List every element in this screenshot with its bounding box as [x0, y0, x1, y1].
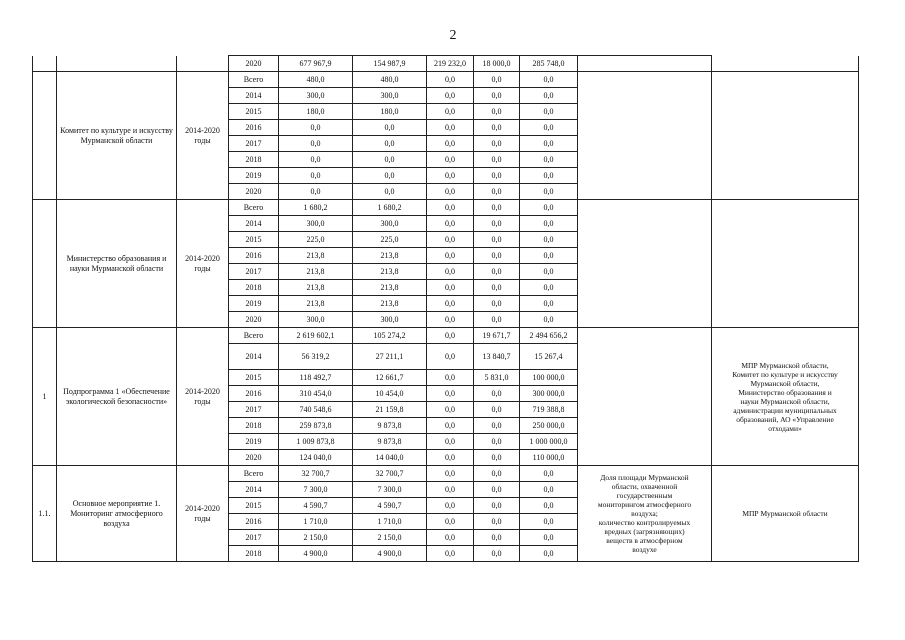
value-cell: 225,0 — [279, 232, 353, 248]
num-cell: 1 — [33, 328, 57, 466]
value-cell: 0,0 — [427, 104, 474, 120]
year-cell: 2016 — [229, 514, 279, 530]
value-cell: 259 873,8 — [279, 418, 353, 434]
value-cell: 213,8 — [279, 280, 353, 296]
value-cell: 0,0 — [427, 136, 474, 152]
value-cell: 0,0 — [427, 312, 474, 328]
indicator-cell-line: веществ в атмосферном — [606, 536, 683, 545]
value-cell: 213,8 — [279, 264, 353, 280]
value-cell: 0,0 — [474, 72, 520, 88]
value-cell: 12 661,7 — [353, 370, 427, 386]
value-cell: 0,0 — [520, 466, 578, 482]
year-cell: 2019 — [229, 434, 279, 450]
value-cell: 0,0 — [474, 136, 520, 152]
period-cell: 2014-2020 годы — [177, 328, 229, 466]
value-cell: 180,0 — [279, 104, 353, 120]
value-cell: 27 211,1 — [353, 344, 427, 370]
indicator-cell-line: области, охваченной — [611, 482, 678, 491]
year-cell: 2016 — [229, 120, 279, 136]
table-row — [33, 466, 859, 482]
year-cell: 2020 — [229, 56, 279, 72]
value-cell: 32 700,7 — [279, 466, 353, 482]
num-cell: 1.1. — [33, 466, 57, 562]
value-cell: 4 590,7 — [279, 498, 353, 514]
year-cell: 2020 — [229, 312, 279, 328]
value-cell: 180,0 — [353, 104, 427, 120]
value-cell: 2 494 656,2 — [520, 328, 578, 344]
value-cell: 0,0 — [474, 152, 520, 168]
year-cell: 2016 — [229, 248, 279, 264]
value-cell: 7 300,0 — [279, 482, 353, 498]
value-cell: 0,0 — [353, 136, 427, 152]
executor-cell — [712, 200, 859, 328]
value-cell: 0,0 — [520, 152, 578, 168]
value-cell: 300,0 — [353, 216, 427, 232]
year-cell: 2018 — [229, 152, 279, 168]
executor-cell-line: отходами» — [768, 423, 802, 433]
value-cell: 0,0 — [474, 434, 520, 450]
indicator-cell-line: вредных (загрязняющих) — [604, 527, 685, 536]
value-cell: 480,0 — [279, 72, 353, 88]
value-cell: 0,0 — [474, 466, 520, 482]
value-cell: 124 040,0 — [279, 450, 353, 466]
value-cell: 0,0 — [427, 370, 474, 386]
year-cell: 2014 — [229, 482, 279, 498]
value-cell: 15 267,4 — [520, 344, 578, 370]
num-cell — [33, 72, 57, 200]
value-cell: 105 274,2 — [353, 328, 427, 344]
name-cell: Основное мероприятие 1. Мониторинг атмосферного воздуха — [57, 466, 177, 562]
value-cell: 0,0 — [427, 152, 474, 168]
value-cell: 0,0 — [427, 498, 474, 514]
value-cell: 0,0 — [427, 200, 474, 216]
value-cell: 0,0 — [474, 168, 520, 184]
value-cell: 0,0 — [427, 450, 474, 466]
executor-cell-line: МПР Мурманской области, — [741, 360, 829, 370]
value-cell: 1 680,2 — [353, 200, 427, 216]
value-cell: 2 619 602,1 — [279, 328, 353, 344]
value-cell: 0,0 — [427, 232, 474, 248]
value-cell: 0,0 — [427, 418, 474, 434]
value-cell: 740 548,6 — [279, 402, 353, 418]
period-cell: 2014-2020 годы — [177, 72, 229, 200]
value-cell: 213,8 — [279, 248, 353, 264]
executor-cell — [712, 466, 859, 562]
value-cell: 0,0 — [474, 216, 520, 232]
value-cell: 0,0 — [474, 232, 520, 248]
value-cell: 0,0 — [520, 200, 578, 216]
indicator-cell — [578, 200, 712, 328]
value-cell: 118 492,7 — [279, 370, 353, 386]
value-cell: 0,0 — [279, 152, 353, 168]
value-cell: 0,0 — [427, 216, 474, 232]
value-cell: 250 000,0 — [520, 418, 578, 434]
value-cell: 0,0 — [427, 296, 474, 312]
value-cell: 0,0 — [474, 418, 520, 434]
value-cell: 0,0 — [427, 514, 474, 530]
value-cell: 480,0 — [353, 72, 427, 88]
value-cell: 9 873,8 — [353, 418, 427, 434]
value-cell: 0,0 — [279, 136, 353, 152]
value-cell: 0,0 — [427, 184, 474, 200]
value-cell: 0,0 — [427, 434, 474, 450]
year-cell: 2019 — [229, 296, 279, 312]
value-cell: 0,0 — [520, 546, 578, 562]
value-cell: 0,0 — [520, 312, 578, 328]
value-cell: 1 000 000,0 — [520, 434, 578, 450]
value-cell: 213,8 — [353, 296, 427, 312]
value-cell: 0,0 — [427, 402, 474, 418]
year-cell: Всего — [229, 72, 279, 88]
executor-cell-line: Министерство образования и — [738, 387, 832, 397]
indicator-cell-line: Доля площади Мурманской — [600, 473, 689, 482]
period-cell: 2014-2020 годы — [177, 466, 229, 562]
value-cell: 0,0 — [353, 120, 427, 136]
value-cell: 0,0 — [427, 88, 474, 104]
year-cell: 2016 — [229, 386, 279, 402]
year-cell: 2018 — [229, 280, 279, 296]
indicator-cell-line: мониторингом атмосферного — [597, 500, 692, 509]
name-cell: Подпрограмма 1 «Обеспечение экологической безопасности» — [57, 328, 177, 466]
executor-cell-line: Комитет по культуре и искусству — [732, 369, 838, 379]
value-cell: 0,0 — [520, 264, 578, 280]
year-cell: 2017 — [229, 136, 279, 152]
value-cell: 300,0 — [353, 88, 427, 104]
value-cell: 0,0 — [427, 344, 474, 370]
table-body — [33, 56, 859, 562]
year-cell: 2015 — [229, 370, 279, 386]
indicator-cell — [578, 328, 712, 466]
year-cell: 2018 — [229, 418, 279, 434]
year-cell: 2014 — [229, 88, 279, 104]
value-cell: 4 590,7 — [353, 498, 427, 514]
value-cell: 21 159,8 — [353, 402, 427, 418]
year-cell: Всего — [229, 466, 279, 482]
executor-cell-line: Мурманской области, — [750, 378, 820, 388]
year-cell: 2020 — [229, 450, 279, 466]
value-cell: 0,0 — [474, 482, 520, 498]
indicator-cell — [578, 72, 712, 200]
value-cell: 2 150,0 — [279, 530, 353, 546]
year-cell: 2015 — [229, 232, 279, 248]
table-row — [33, 56, 859, 72]
value-cell: 0,0 — [520, 88, 578, 104]
num-cell — [33, 200, 57, 328]
executor-cell — [712, 328, 859, 466]
value-cell: 213,8 — [279, 296, 353, 312]
value-cell: 213,8 — [353, 280, 427, 296]
value-cell: 300 000,0 — [520, 386, 578, 402]
value-cell: 0,0 — [353, 184, 427, 200]
indicator-cell — [578, 56, 712, 72]
value-cell: 0,0 — [520, 120, 578, 136]
value-cell: 0,0 — [474, 248, 520, 264]
value-cell: 0,0 — [427, 280, 474, 296]
indicator-cell-line: воздуха; — [631, 509, 658, 518]
value-cell: 100 000,0 — [520, 370, 578, 386]
value-cell: 300,0 — [353, 312, 427, 328]
value-cell: 0,0 — [520, 248, 578, 264]
value-cell: 213,8 — [353, 248, 427, 264]
value-cell: 0,0 — [427, 72, 474, 88]
period-cell — [177, 56, 229, 72]
value-cell: 285 748,0 — [520, 56, 578, 72]
value-cell: 0,0 — [427, 248, 474, 264]
value-cell: 0,0 — [474, 498, 520, 514]
executor-cell-line: образований, АО «Управление — [736, 414, 834, 424]
year-cell: 2014 — [229, 344, 279, 370]
year-cell: 2018 — [229, 546, 279, 562]
value-cell: 0,0 — [474, 184, 520, 200]
value-cell: 10 454,0 — [353, 386, 427, 402]
value-cell: 0,0 — [427, 386, 474, 402]
value-cell: 4 900,0 — [353, 546, 427, 562]
value-cell: 9 873,8 — [353, 434, 427, 450]
value-cell: 0,0 — [427, 328, 474, 344]
value-cell: 719 388,8 — [520, 402, 578, 418]
value-cell: 0,0 — [520, 184, 578, 200]
value-cell: 110 000,0 — [520, 450, 578, 466]
value-cell: 0,0 — [427, 546, 474, 562]
executor-cell — [712, 72, 859, 200]
value-cell: 0,0 — [427, 168, 474, 184]
table-row — [33, 200, 859, 216]
name-cell — [57, 56, 177, 72]
value-cell: 0,0 — [520, 136, 578, 152]
period-cell: 2014-2020 годы — [177, 200, 229, 328]
value-cell: 0,0 — [474, 88, 520, 104]
indicator-cell-line: воздухе — [632, 545, 657, 554]
value-cell: 0,0 — [353, 168, 427, 184]
value-cell: 0,0 — [427, 530, 474, 546]
value-cell: 0,0 — [474, 514, 520, 530]
value-cell: 300,0 — [279, 216, 353, 232]
value-cell: 310 454,0 — [279, 386, 353, 402]
name-cell: Комитет по культуре и искусству Мурманской области — [57, 72, 177, 200]
value-cell: 0,0 — [520, 482, 578, 498]
value-cell: 1 680,2 — [279, 200, 353, 216]
value-cell: 7 300,0 — [353, 482, 427, 498]
value-cell: 1 710,0 — [353, 514, 427, 530]
year-cell: 2020 — [229, 184, 279, 200]
value-cell: 154 987,9 — [353, 56, 427, 72]
year-cell: Всего — [229, 328, 279, 344]
year-cell: 2017 — [229, 530, 279, 546]
value-cell: 0,0 — [427, 466, 474, 482]
value-cell: 0,0 — [520, 104, 578, 120]
value-cell: 0,0 — [474, 120, 520, 136]
value-cell: 0,0 — [520, 498, 578, 514]
year-cell: 2017 — [229, 264, 279, 280]
value-cell: 1 009 873,8 — [279, 434, 353, 450]
value-cell: 0,0 — [474, 386, 520, 402]
value-cell: 0,0 — [474, 200, 520, 216]
value-cell: 4 900,0 — [279, 546, 353, 562]
value-cell: 0,0 — [353, 152, 427, 168]
year-cell: 2014 — [229, 216, 279, 232]
value-cell: 0,0 — [474, 530, 520, 546]
value-cell: 300,0 — [279, 88, 353, 104]
value-cell: 0,0 — [474, 104, 520, 120]
program-finance-table — [32, 55, 859, 562]
year-cell: 2019 — [229, 168, 279, 184]
indicator-cell-line: количество контролируемых — [598, 518, 691, 527]
value-cell: 13 840,7 — [474, 344, 520, 370]
value-cell: 19 671,7 — [474, 328, 520, 344]
value-cell: 2 150,0 — [353, 530, 427, 546]
indicator-cell-line: государственным — [616, 491, 673, 500]
value-cell: 5 831,0 — [474, 370, 520, 386]
value-cell: 213,8 — [353, 264, 427, 280]
value-cell: 0,0 — [520, 296, 578, 312]
value-cell: 0,0 — [474, 296, 520, 312]
value-cell: 0,0 — [520, 72, 578, 88]
value-cell: 0,0 — [520, 216, 578, 232]
value-cell: 0,0 — [427, 120, 474, 136]
value-cell: 300,0 — [279, 312, 353, 328]
value-cell: 0,0 — [520, 168, 578, 184]
value-cell: 677 967,9 — [279, 56, 353, 72]
page-number: 2 — [449, 28, 457, 43]
indicator-cell — [578, 466, 712, 562]
value-cell: 1 710,0 — [279, 514, 353, 530]
value-cell: 0,0 — [279, 168, 353, 184]
value-cell: 0,0 — [427, 482, 474, 498]
executor-cell-line: МПР Мурманской области — [742, 509, 828, 518]
value-cell: 14 040,0 — [353, 450, 427, 466]
executor-cell-line: науки Мурманской области, — [740, 396, 830, 406]
year-cell: 2015 — [229, 498, 279, 514]
value-cell: 56 319,2 — [279, 344, 353, 370]
value-cell: 219 232,0 — [427, 56, 474, 72]
executor-cell-line: администрации муниципальных — [733, 405, 837, 415]
value-cell: 0,0 — [474, 264, 520, 280]
value-cell: 0,0 — [427, 264, 474, 280]
value-cell: 225,0 — [353, 232, 427, 248]
year-cell: Всего — [229, 200, 279, 216]
value-cell: 0,0 — [474, 546, 520, 562]
value-cell: 0,0 — [520, 232, 578, 248]
value-cell: 0,0 — [279, 120, 353, 136]
value-cell: 0,0 — [474, 280, 520, 296]
year-cell: 2017 — [229, 402, 279, 418]
value-cell: 0,0 — [520, 530, 578, 546]
value-cell: 0,0 — [474, 402, 520, 418]
table-row — [33, 72, 859, 88]
value-cell: 32 700,7 — [353, 466, 427, 482]
executor-cell — [712, 56, 859, 72]
year-cell: 2015 — [229, 104, 279, 120]
value-cell: 0,0 — [520, 280, 578, 296]
value-cell: 0,0 — [520, 514, 578, 530]
value-cell: 0,0 — [279, 184, 353, 200]
value-cell: 0,0 — [474, 312, 520, 328]
num-cell — [33, 56, 57, 72]
value-cell: 0,0 — [474, 450, 520, 466]
value-cell: 18 000,0 — [474, 56, 520, 72]
name-cell: Министерство образования и науки Мурманской области — [57, 200, 177, 328]
table-row — [33, 328, 859, 344]
